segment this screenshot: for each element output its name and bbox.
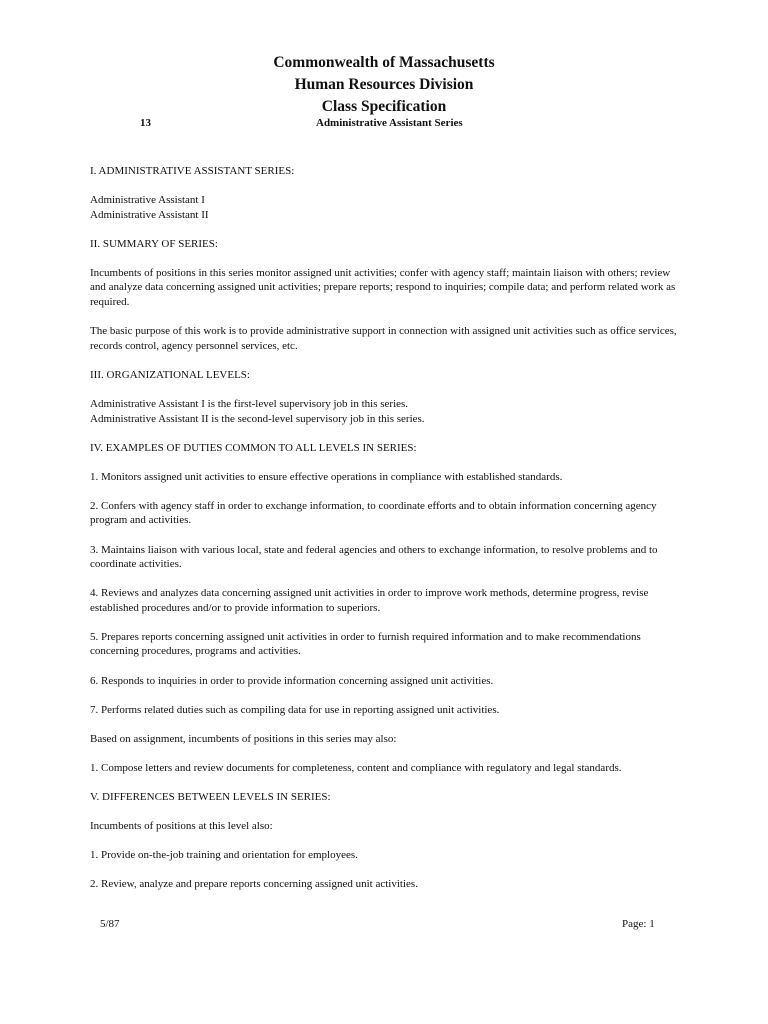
title-line-1: Commonwealth of Massachusetts [273, 54, 495, 71]
duty-item: 7. Performs related duties such as compiling data for use in reporting assigned unit activities. [90, 703, 500, 716]
section-3-heading: III. ORGANIZATIONAL LEVELS: [90, 368, 250, 381]
duty-item: 6. Responds to inquiries in order to provide information concerning assigned unit activities. [90, 674, 494, 687]
title-line-3: Class Specification [321, 98, 447, 115]
section-2-heading: II. SUMMARY OF SERIES: [90, 237, 218, 250]
summary-paragraph: Incumbents of positions in this series monitor assigned unit activities; confer with agency staff; maintain liaison with others; review and analyze data concerning assigned unit activities; prepare reports; respond to inquiries; compile data; and perform related work as required. [90, 266, 676, 309]
duty-item: 2. Confers with agency staff in order to exchange information, to coordinate efforts and to obtain information concerning agency program and activities. [90, 499, 657, 527]
series-subheader [0, 117, 768, 133]
document-body [90, 164, 680, 892]
purpose-paragraph: The basic purpose of this work is to provide administrative support in connection with assigned unit activities such as office services, records control, agency personnel services, etc. [90, 325, 677, 352]
series-number: 13 [140, 117, 151, 129]
section-5-heading: V. DIFFERENCES BETWEEN LEVELS IN SERIES: [90, 790, 331, 803]
assignment-item: 1. Compose letters and review documents for completeness, content and compliance with regulatory and legal standards. [90, 761, 622, 774]
series-name: Administrative Assistant Series [316, 117, 463, 129]
section-4-heading: IV. EXAMPLES OF DUTIES COMMON TO ALL LEVELS IN SERIES: [90, 441, 417, 454]
duty-item: 5. Prepares reports concerning assigned unit activities in order to furnish required information and to make recommendations concerning procedures, programs and activities. [90, 630, 641, 658]
level-item: Administrative Assistant I is the first-level supervisory job in this series. [90, 397, 409, 410]
series-item: Administrative Assistant II [90, 208, 209, 221]
title-line-2: Human Resources Division [294, 76, 474, 93]
footer-date: 5/87 [100, 918, 120, 930]
level-difference-item: 2. Review, analyze and prepare reports concerning assigned unit activities. [90, 878, 418, 891]
footer-page-number: Page: 1 [622, 918, 655, 930]
level-item: Administrative Assistant II is the second-level supervisory job in this series. [90, 412, 425, 425]
series-item: Administrative Assistant I [90, 194, 205, 207]
section-1-heading: I. ADMINISTRATIVE ASSISTANT SERIES: [90, 165, 295, 177]
assignment-intro: Based on assignment, incumbents of positions in this series may also: [90, 732, 397, 745]
level-difference-item: 1. Provide on-the-job training and orientation for employees. [90, 849, 358, 862]
title-block [0, 52, 768, 118]
duty-item: 1. Monitors assigned unit activities to ensure effective operations in compliance with established standards. [90, 470, 563, 483]
level-difference-intro: Incumbents of positions at this level also: [90, 820, 273, 833]
duty-item: 4. Reviews and analyzes data concerning assigned unit activities in order to improve work methods, determine progress, revise established procedures and/or to provide information to superiors. [90, 587, 649, 614]
duty-item: 3. Maintains liaison with various local, state and federal agencies and others to exchange information, to resolve problems and to coordinate activities. [90, 543, 658, 571]
